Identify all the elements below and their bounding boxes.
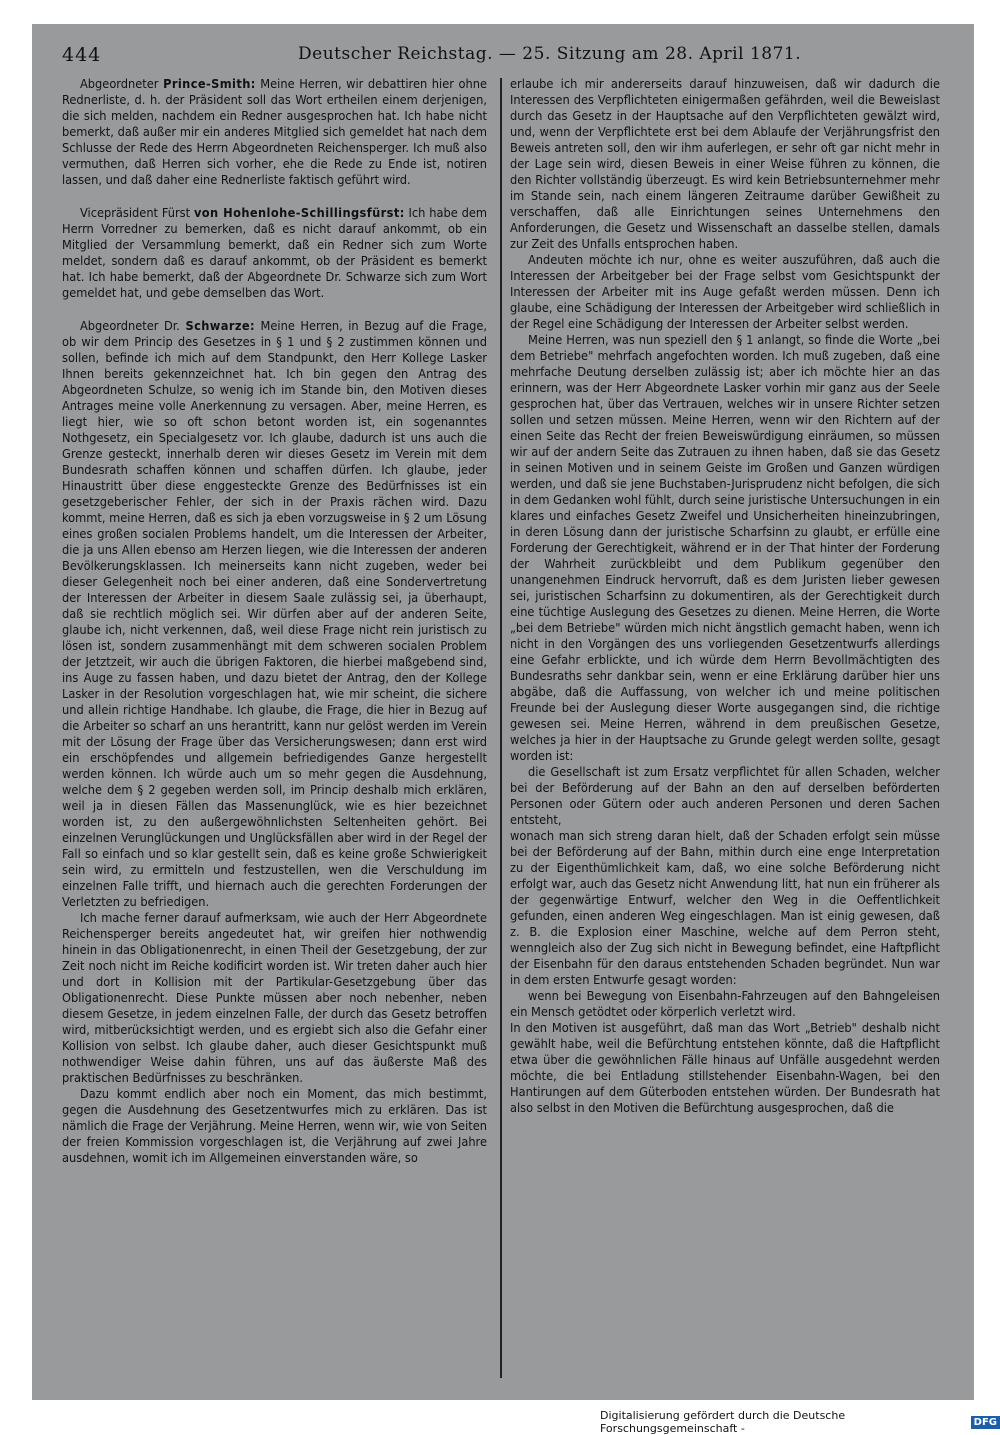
speaker-name: Schwarze:: [185, 318, 256, 333]
paragraph-continued: erlaube ich mir andererseits darauf hinzuweisen, daß wir dadurch die Interessen des Verpflichteten einigermaßen gefährden, weil die Beweislast durch das Gesetz in der Hauptsache auf den Verpflichteten gewälzt wird, und, wenn der Verpflichtete erst bei dem Ablaufe der Verjährungsfrist den Beweis antreten soll, den wir ihm auferlegen, er sehr oft gar nicht mehr in der Lage sein wird, diesen Beweis in einer Weise führen zu können, die den Richter vollständig überzeugt. Es wird kein Betriebsunternehmer mehr im Stande sein, nach einem längeren Zeitraume darüber Gewißheit zu verschaffen, daß alle Einrichtungen seines Unternehmens den Anforderungen, die Gesetz und Wissenschaft an dasselbe stellen, damals zur Zeit des Unfalls entsprochen haben.: [510, 76, 940, 251]
dfg-logo: DFG: [971, 1416, 1000, 1429]
scanned-page: [32, 24, 974, 1400]
page-header: [62, 44, 952, 74]
quote-preussisches-gesetz: die Gesellschaft ist zum Ersatz verpflichtet für allen Schaden, welcher bei der Beförderung auf der Bahn an den auf derselben beförderten Personen oder Gütern oder auch anderen Personen und deren Sachen entsteht,: [510, 764, 940, 827]
quote-erster-entwurf: wenn bei Bewegung von Eisenbahn-Fahrzeugen auf den Bahngeleisen ein Mensch getödtet oder körperlich verletzt wird.: [510, 988, 940, 1019]
left-column: [62, 76, 487, 1396]
right-column: [510, 76, 940, 1396]
page-number: 444: [62, 44, 102, 66]
paragraph-hohenlohe: Vicepräsident Fürst von Hohenlohe-Schillingsfürst: Ich habe dem Herrn Vorredner zu bemerken, daß es nicht darauf ankommt, ob ein Mitglied der Versammlung bemerkt, daß ein Redner sich zum Worte meldet, sondern daß es darauf ankommt, ob der Präsident es bemerkt hat. Ich habe bemerkt, daß der Abgeordnete Dr. Schwarze sich zum Wort gemeldet hat, und gebe demselben das Wort.: [62, 205, 487, 300]
running-title: Deutscher Reichstag. — 25. Sitzung am 28. April 1871.: [298, 44, 802, 64]
paragraph-betriebe: Meine Herren, was nun speziell den § 1 anlangt, so finde die Worte „bei dem Betriebe" mehrfach angefochten worden. Ich muß zugeben, daß eine mehrfache Deutung derselben zulässig ist; aber ich möchte hier an das erinnern, was der Herr Abgeordnete Lasker vorhin mir ganz aus der Seele gesprochen hat, über das Vertrauen, welches wir in unsere Richter setzen sollen und setzen müssen. Meine Herren, wenn wir den Richtern auf der einen Seite das Recht der freien Beweiswürdigung einräumen, so müssen wir auf der andern Seite das Zutrauen zu ihnen haben, daß sie das Gesetz in seinen Motiven und in seinem Geiste im Großen und Ganzen würdigen werden, und daß sie jene Buchstaben-Jurisprudenz nicht befolgen, die sich in dem Gedanken wohl fühlt, durch seine juristische Untersuchungen in ein klares und einfaches Gesetz Zweifel und Unsicherheiten hineinzubringen, in deren Lösung dann der juristische Scharfsinn zu glaubt, er erfülle eine Forderung der Gerechtigkeit, während er in der That hinter der Forderung der Wahrheit zurückbleibt und dem Publikum gegenüber den unangenehmen Eindruck hervorruft, daß es dem Juristen lieber gewesen sei, juristischen Scharfsinn zu dokumentiren, als der Gerechtigkeit durch eine tüchtige Auslegung des Gesetzes zu dienen. Meine Herren, die Worte „bei dem Betriebe" würden mich nicht ängstlich gemacht haben, wenn ich nicht in den Vorgängen des uns vorliegenden Gesetzentwurfs allerdings eine Gefahr erblickte, und ich würde dem Herrn Bevollmächtigten des Bundesraths sehr dankbar sein, wenn er eine Erklärung darüber hier uns abgäbe, daß die Auffassung, von welcher ich und meine politischen Freunde bei der Auslegung dieser Worte ausgegangen sind, die richtige gewesen sei. Meine Herren, während in dem preußischen Gesetze, welches ja hier in der Hauptsache zu Grunde gelegt werden sollte, gesagt worden ist:: [510, 332, 940, 763]
paragraph-verjaehrung: Dazu kommt endlich aber noch ein Moment, das mich bestimmt, gegen die Ausdehnung des Gesetzentwurfes mich zu erklären. Das ist nämlich die Frage der Verjährung. Meine Herren, wenn wir, wie von Seiten der freien Kommission vorgeschlagen ist, die Verjährung auf zwei Jahre ausdehnen, womit ich im Allgemeinen einverstanden wäre, so: [62, 1086, 487, 1165]
paragraph-prince-smith: Abgeordneter Prince-Smith: Meine Herren, wir debattiren hier ohne Rednerliste, d. h. der Präsident soll das Wort ertheilen einem derjenigen, die sich melden, nachdem ein Redner ausgesprochen hat. Ich habe nicht bemerkt, daß außer mir ein anderes Mitglied sich gemeldet hat nach dem Schlusse der Rede des Herrn Abgeordneten Reichensperger. Ich muß also vermuthen, daß Herren sich vorher, ehe die Rede zu Ende ist, notiren lassen, und daß daher eine Rednerliste faktisch geführt wird.: [62, 76, 487, 187]
paragraph-schwarze: Abgeordneter Dr. Schwarze: Meine Herren, in Bezug auf die Frage, ob wir dem Princip des Gesetzes in § 1 und § 2 zustimmen können und sollen, befinde ich mich auf dem Standpunkt, den Herr Kollege Lasker Ihnen bereits gekennzeichnet hat. Ich bin gegen den Antrag des Abgeordneten Schulze, so wenig ich im Stande bin, den Motiven dieses Antrages meine volle Anerkennung zu versagen. Aber, meine Herren, es liegt hier, wie so oft schon betont worden ist, ein sogenanntes Nothgesetz, ein Specialgesetz vor. Ich glaube, dadurch ist uns auch die Grenze gesteckt, innerhalb deren wir dieses Gesetz im Verein mit dem Bundesrath schaffen können und schaffen dürfen. Ich glaube, jeder Hinaustritt über diese enggesteckte Grenze des Bedürfnisses ist ein gesetzgeberischer Fehler, der sich in der Praxis rächen wird. Dazu kommt, meine Herren, daß es sich ja eben vorzugsweise in § 2 um Lösung eines großen socialen Problems handelt, um die Interessen der Arbeiter, die ja uns Allen ebenso am Herzen liegen, wie die Interessen der anderen Bevölkerungsklassen. Ich meinerseits kann nicht zugeben, weder bei dieser Gelegenheit noch bei einer anderen, daß eine Sondervertretung der Interessen der Arbeiter in diesem Saale zulässig sei, ja überhaupt, daß sie rechtlich möglich sei. Wir dürfen aber auf der anderen Seite, glaube ich, nicht verkennen, daß, weil diese Frage nicht rein juristisch zu lösen ist, sondern zusammenhängt mit dem schweren socialen Problem der Jetztzeit, wir auch die übrigen Faktoren, die hierbei maßgebend sind, ins Auge zu fassen haben, und dazu bietet der Antrag, den der Kollege Lasker in der Resolution vorgeschlagen hat, wie mir scheint, die sichere und allein richtige Handhabe. Ich glaube, die Frage, die hier in Bezug auf die Arbeiter so scharf an uns herantritt, kann nur gelöst werden im Verein mit der Lösung der Frage über das Versicherungswesen; dann erst wird ein erschöpfendes und allgemein befriedigendes Ganze hergestellt werden können. Ich würde auch um so mehr gegen die Ausdehnung, welche dem § 2 gegeben werden soll, im Princip deshalb mich erklären, weil ja in diesen Fällen das Massenunglück, wie es hier bezeichnet worden ist, zu den außergewöhnlichsten Seltenheiten gehört. Bei einzelnen Verunglückungen und Unglücksfällen aber wird in der Regel der Fall so einfach und so klar gestellt sein, daß es keine große Schwierigkeit sein wird, zu ermitteln und festzustellen, wen die Verschuldung im einzelnen Falle trifft, und hiernach auch die gerechten Forderungen der Verletzten zu befriedigen.: [62, 318, 487, 909]
speaker-name: von Hohenlohe-Schillingsfürst:: [193, 205, 405, 220]
paragraph-arbeitgeber: Andeuten möchte ich nur, ohne es weiter auszuführen, daß auch die Interessen der Arbeitgeber bei der Frage selbst vom Gesichtspunkt der Interessen der Arbeiter mit ins Auge gefaßt werden müssen. Denn ich glaube, eine Schädigung der Interessen der Arbeitgeber wird schließlich in der Regel eine Schädigung der Interessen der Arbeiter selbst werden.: [510, 252, 940, 331]
digitization-footer: [600, 1409, 1000, 1435]
column-divider: [500, 78, 502, 1378]
speaker-name: Prince-Smith:: [163, 76, 256, 91]
paragraph-obligationenrecht: Ich mache ferner darauf aufmerksam, wie auch der Herr Abgeordnete Reichensperger bereits angedeutet hat, wir greifen hier nothwendig hinein in das Obligationenrecht, in einen Theil der Gesetzgebung, der zur Zeit noch nicht im Reiche kodificirt worden ist. Wir treten daher auch hier und dort in Kollision mit der Partikular-Gesetzgebung über das Obligationenrecht. Diese Punkte müssen aber noch nebenher, neben diesem Gesetze, in jedem einzelnen Falle, der durch das Gesetz betroffen wird, mitberücksichtigt werden, und es ergiebt sich also die Gefahr einer Kollision von selbst. Ich glaube daher, auch dieser Gesichtspunkt muß nothwendiger Weise dahin führen, uns auf das äußerste Maß des praktischen Bedürfnisses zu beschränken.: [62, 910, 487, 1085]
paragraph-wonach: wonach man sich streng daran hielt, daß der Schaden erfolgt sein müsse bei der Beförderung auf der Bahn, mithin durch eine enge Interpretation zu der Eigenthümlichkeit kam, daß, wo eine solche Beförderung nicht erfolgt war, auch das Gesetz nicht Anwendung litt, hat nun ein früherer als der gegenwärtige Entwurf, welcher den Weg in die Oeffentlichkeit gefunden, einen anderen Weg eingeschlagen. Man ist einig gewesen, daß z. B. die Explosion einer Maschine, welche auf dem Perron steht, wenngleich also der Zug sich nicht in Bewegung befindet, eine Haftpflicht der Eisenbahn für den daraus entstehenden Schaden begründet. Nun war in dem ersten Entwurfe gesagt worden:: [510, 828, 940, 987]
footer-credit: Digitalisierung gefördert durch die Deutsche Forschungsgemeinschaft -: [600, 1409, 846, 1435]
paragraph-motiven: In den Motiven ist ausgeführt, daß man das Wort „Betrieb" deshalb nicht gewählt habe, weil die Befürchtung entstehen könnte, daß die Haftpflicht etwa über die gewöhnlichen Fälle hinaus auf Unfälle ausgedehnt werden möchte, die bei Entladung stillstehender Eisenbahn-Wagen, bei den Hantirungen auf dem Güterboden entstehen würden. Der Bundesrath hat also selbst in den Motiven die Befürchtung ausgesprochen, daß die: [510, 1020, 940, 1115]
